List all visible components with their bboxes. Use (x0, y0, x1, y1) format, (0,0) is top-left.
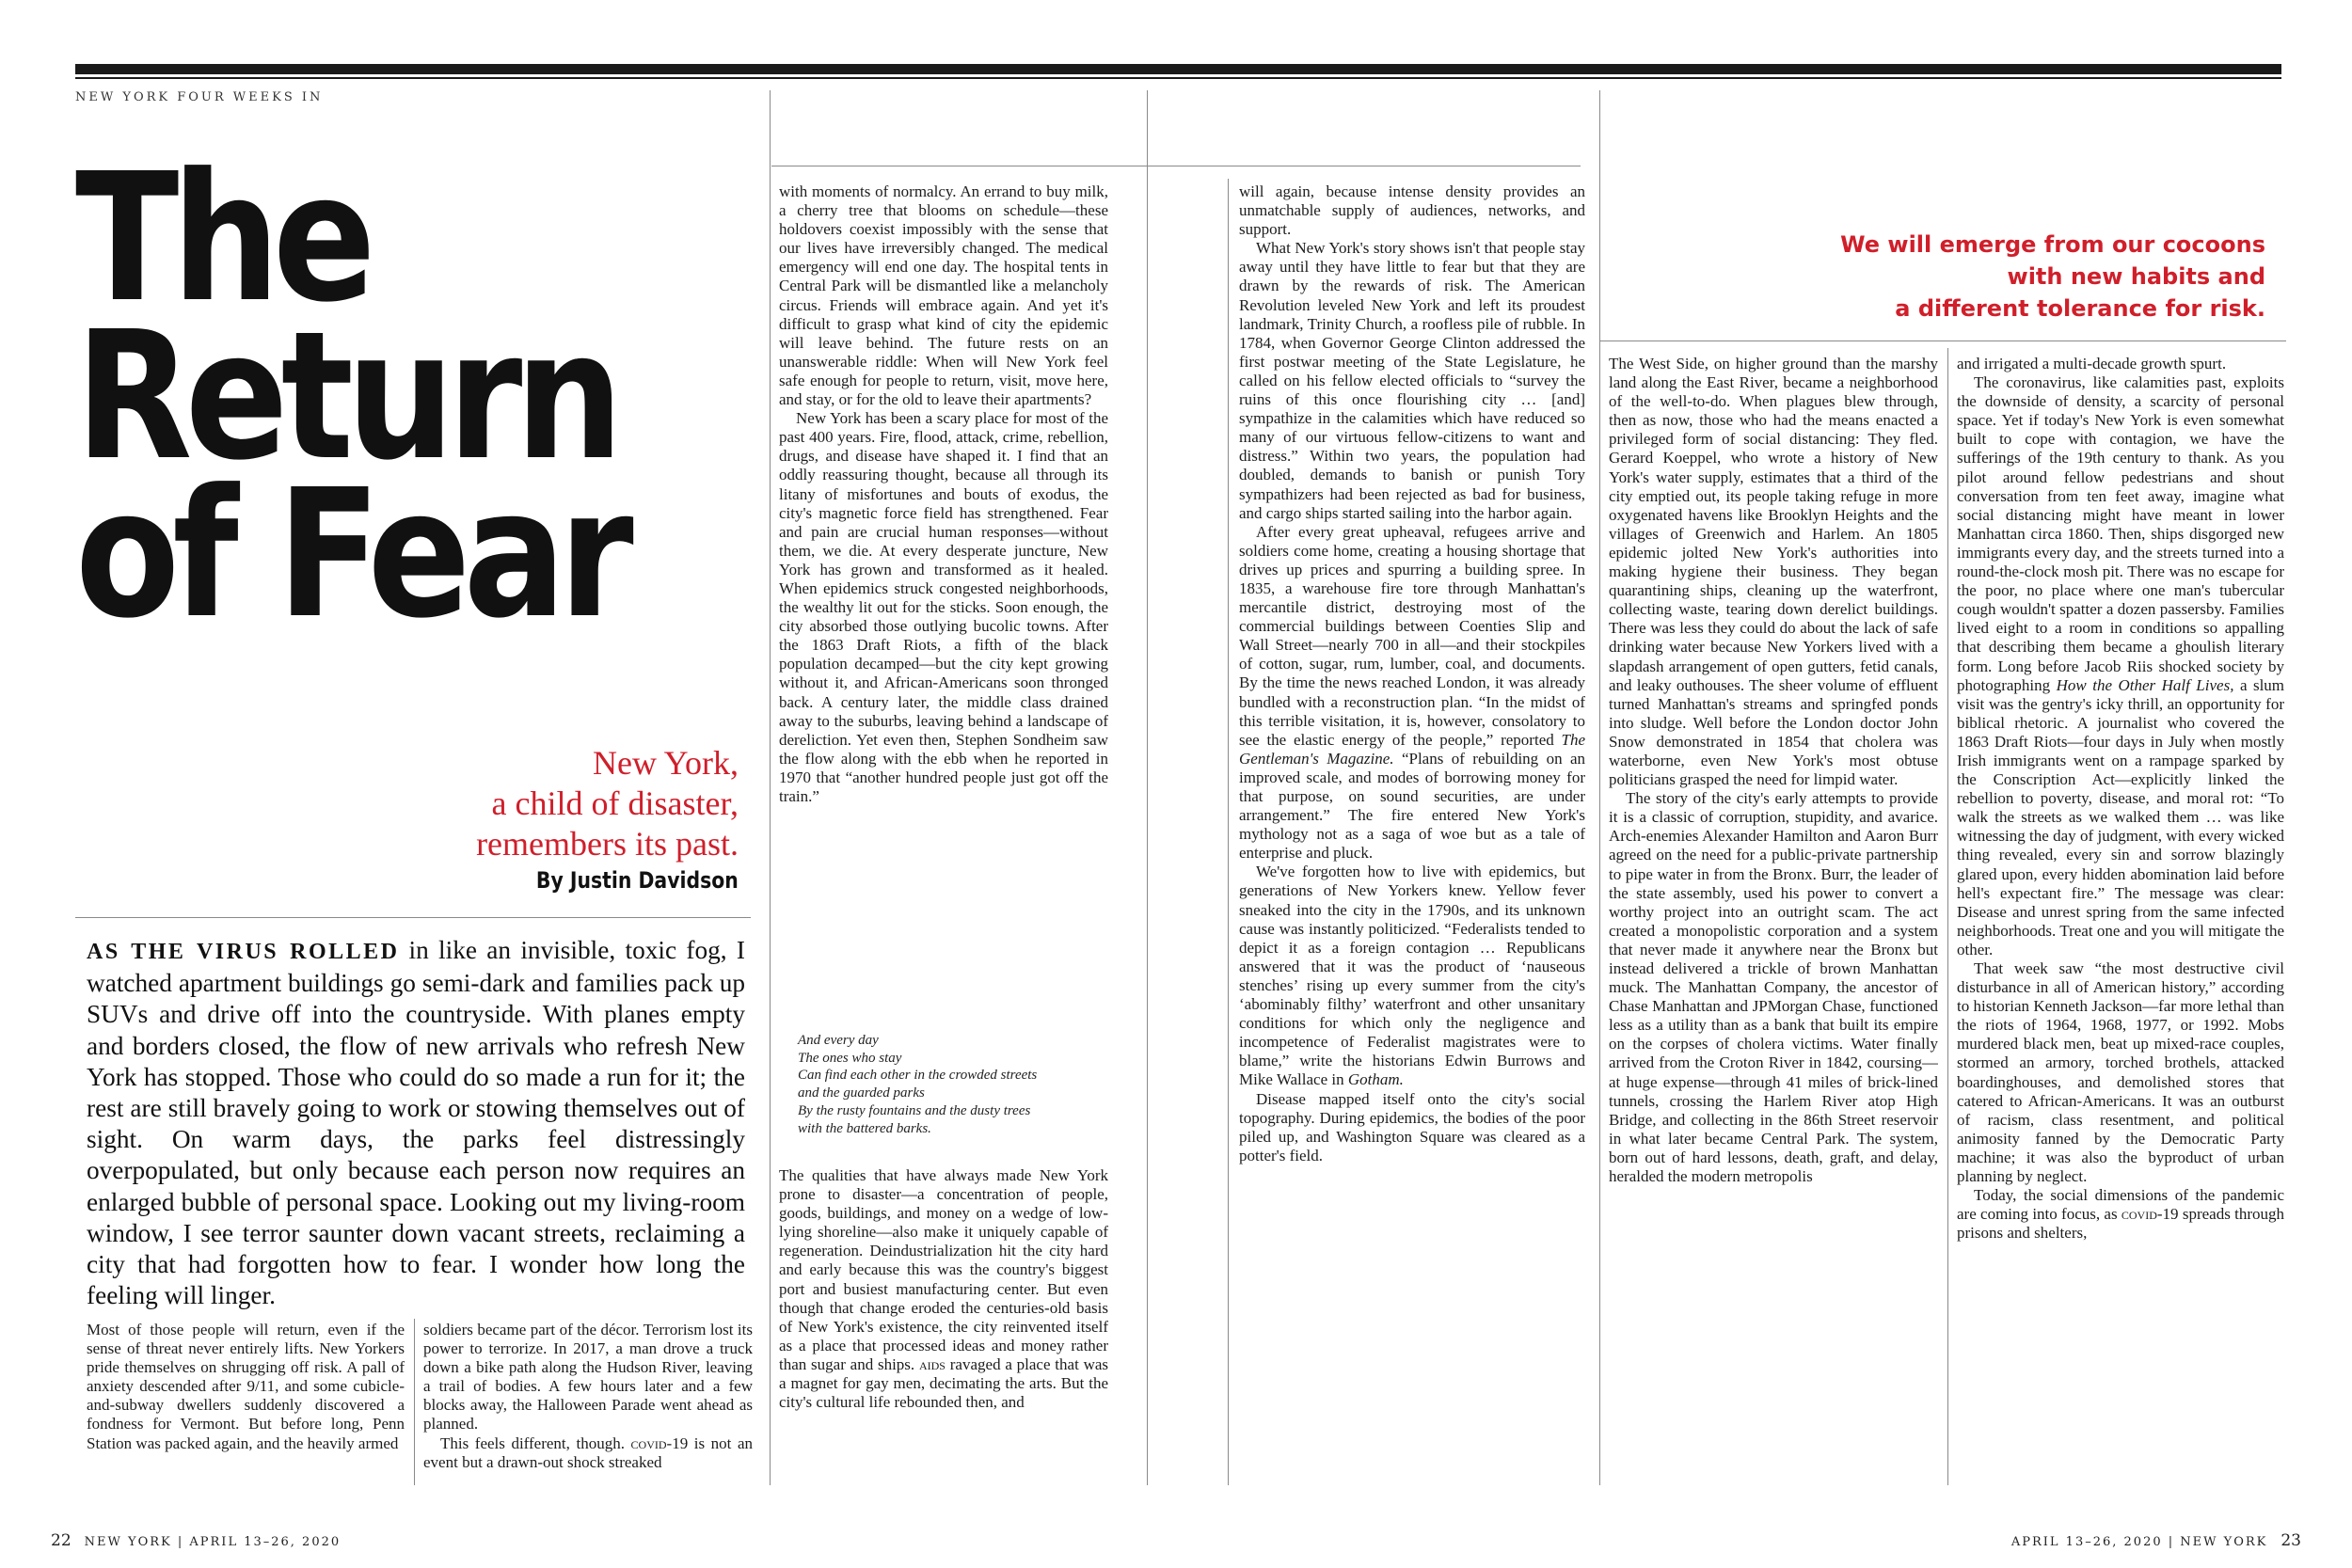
pull-quote-line: a different tolerance for risk. (1895, 295, 2265, 322)
paragraph: with moments of normalcy. An errand to buy milk, a cherry tree that blooms on schedule—these holdovers coexist impossibly with the sense that our lives have irreversibly changed. The medical emergency will end one day. The hospital tents in Central Park will be dismantled like a melancholy circus. Friends will embrace again. And yet it's difficult to grasp what kind of city the epidemic will leave behind. The future rests on an unanswerable riddle: When will New York feel safe enough for people to return, visit, move here, and stay, or for the old to leave their apartments? (779, 182, 1108, 409)
poem-excerpt (798, 1032, 1108, 1137)
page-number: 23 (2280, 1531, 2301, 1550)
folio-text: NEW YORK | APRIL 13–26, 2020 (84, 1535, 342, 1549)
text-run: This feels different, though. (440, 1433, 625, 1452)
paragraph: Disease mapped itself onto the city's social topography. During epidemics, the bodies of the poor piled up, and Washington Square was cleared as a potter's field. (1239, 1089, 1585, 1164)
pull-quote-line: We will emerge from our cocoons (1840, 231, 2265, 258)
paragraph (1957, 373, 2284, 959)
dek-line: New York, (592, 744, 739, 782)
body-column-4 (1239, 182, 1585, 1490)
text-run: The qualities that have always made New York prone to disaster—a concentration of people, goods, buildings, and money on a wedge of low-lying shoreline—also make it uniquely capable of regeneration. Deindustrialization hit the city hard and early because this was the country's biggest port and busiest manufacturing center. But even though that change eroded the centuries-old basis of New York's existence, the city reinvented itself as a place that processed ideas and money rather than sugar and ships. (779, 1166, 1108, 1373)
column-rule (1599, 90, 1600, 1485)
body-column-1 (87, 1321, 405, 1490)
italic-title: How the Other Half Lives, (2056, 675, 2234, 694)
headline-line: Return (75, 293, 616, 499)
column-rule (414, 1319, 415, 1485)
lead-paragraph (87, 935, 745, 1311)
small-caps-term: covid-19 (630, 1433, 689, 1452)
lead-top-rule (75, 917, 751, 918)
body-column-3-bottom (779, 1166, 1108, 1490)
pull-quote-line: with new habits and (2007, 263, 2265, 290)
paragraph (1957, 1186, 2284, 1243)
headline-line: of Fear (75, 451, 627, 657)
body-column-3-top (779, 182, 1108, 1012)
poem-line: And every day (798, 1033, 879, 1048)
page-number: 22 (51, 1531, 72, 1550)
paragraph: will again, because intense density provides an unmatchable supply of audiences, networks, and support. (1239, 182, 1585, 239)
dek (268, 743, 739, 864)
paragraph (1239, 863, 1585, 1089)
body-column-5 (1609, 355, 1938, 1490)
paragraph: Most of those people will return, even if the sense of threat never entirely lifts. New Yorkers pride themselves on shrugging off risk. A pall of anxiety descended after 9/11, and some cubicle-and-subway dwellers suddenly discovered a fondness for Vermont. But before long, Penn Station was packed again, and the heavily armed (87, 1321, 405, 1452)
paragraph (779, 1166, 1108, 1412)
dek-line: a child of disaster, (491, 784, 739, 822)
lead-drop-caps: AS THE VIRUS ROLLED (87, 940, 400, 964)
paragraph (1239, 523, 1585, 863)
text-run: The coronavirus, like calamities past, exploits the downside of density, a scarcity of personal space. Yet if today's New York is even somewhat built to cope with contagion, we have the sufferings of the 19th century to thank. As you pilot around fellow pedestrians and shout conversation from ten feet away, imagine what social distancing might have meant in lower Manhattan circa 1860. Then, ships disgorged new immigrants every day, and the streets turned into a round-the-clock mosh pit. There was no escape for the poor, no place where one man's tubercular cough wouldn't spatter a dozen passersby. Families lived eight to a room in conditions so appalling that describing them became a ghoulish literary form. Long before Jacob Riis shocked society by photographing (1957, 373, 2284, 694)
folio-left (38, 1531, 341, 1550)
column-rule (1947, 348, 1948, 1485)
paragraph: and irrigated a multi-decade growth spurt. (1957, 355, 2227, 372)
poem-line: and the guarded parks (798, 1085, 925, 1101)
text-run: We've forgotten how to live with epidemics, but generations of New Yorkers knew. Yellow fever sneaked into the city in the 1790s, and its unknown cause was instantly politicized. “Federalists tended to depict it as a foreign contagion … Republicans answered that it was the product of ‘nauseous stenches’ rising up every summer from the city's ‘abominably filthy’ waterfront and other unsanitary conditions for which only the negligence and incompetence of Federalist magistrates were to blame,” write the historians Edwin Burrows and Mike Wallace in (1239, 863, 1585, 1089)
column-rule (1228, 179, 1229, 1485)
text-run: spreads through prisons and shelters, (1957, 1205, 2284, 1243)
paragraph: The West Side, on higher ground than the marshy land along the East River, became a neighborhood of the well-to-do. When plagues blew through, then as now, those who had the means enacted a privileged form of social distancing: They fled. Gerard Koeppel, who wrote a history of New York's water supply, estimates that a third of the city emptied out, its people taking refuge in more oxygenated havens like Brooklyn Heights and the villages of Greenwich and Harlem. An 1805 epidemic jolted New York's authorities into making hygiene their business. They began quarantining ships, cleaning up the waterfront, collecting waste, tearing down derelict buildings. There was less they could do about the lack of safe drinking water because New Yorkers lived with a slapdash arrangement of open gutters, fetid canals, and leaky outhouses. The sheer volume of effluent turned Manhattan's streams and springfed ponds into sludge. Well before the London doctor John Snow demonstrated in 1854 that cholera was waterborne, even New York's most obtuse politicians grasped the need for limpid water. (1609, 355, 1938, 789)
poem-line: The ones who stay (798, 1050, 902, 1066)
text-run: a slum visit was the gentry's icky thrill, an opportunity for biblical rhetoric. A journalist who covered the 1863 Draft Riots—four days in July when mostly Irish immigrants went on a rampage sparked by the Conscription Act—explicitly linked the rebellion to poverty, disease, and moral rot: “To walk the streets as we walked them … was like witnessing the day of judgment, with every wicked thing revealed, every sin and sorrow blazingly glared upon, every hidden abomination laid before hell's expectant fire.” The message was clear: Disease and unrest spring from the same infected neighborhoods. Treat one and you will mitigate the other. (1957, 675, 2284, 958)
paragraph (423, 1434, 753, 1472)
poem-line: Can find each other in the crowded streets (798, 1068, 1038, 1084)
text-run: Today, the social dimensions of the pandemic are coming into focus, as (1957, 1186, 2284, 1224)
top-rule-bar (75, 64, 2281, 74)
small-caps-term: covid-19 (2121, 1205, 2179, 1224)
folio-text: APRIL 13–26, 2020 | NEW YORK (2010, 1535, 2268, 1549)
poem-line: with the battered barks. (798, 1120, 931, 1136)
text-run: ravaged a place that was a magnet for gay men, decimating the arts. But the city's cultural life rebounded then, and (779, 1354, 1108, 1412)
byline: By Justin Davidson (536, 867, 739, 894)
body-column-6 (1957, 355, 2284, 1490)
paragraph: soldiers became part of the décor. Terrorism lost its power to terrorize. In 2017, a man drove a truck down a bike path along the Hudson River, leaving a trail of bodies. A few hours later and a few blocks away, the Halloween Parade went ahead as planned. (423, 1321, 753, 1433)
italic-title: The Gentleman's Magazine. (1239, 730, 1585, 768)
paragraph: The story of the city's early attempts to provide it is a classic of corruption, stupidity, and avarice. Arch-enemies Alexander Hamilton and Aaron Burr agreed on the need for a public-private partnership to pipe water in from the Bronx. Burr, the leader of the state assembly, used his power to convert a worthy project into an outright scam. The act created a monopolistic corporation and a system that never made it anywhere near the Bronx but instead delivered a trickle of brown Manhattan muck. The Manhattan Company, the ancestor of Chase Manhattan and JPMorgan Chase, functioned less as a utility than as a bank that built its empire on the corpses of cholera victims. Water finally arrived from the Croton River in 1842, coursing—at huge expense—through 41 miles of brick-lined tunnels, crossing the Harlem River atop High Bridge, and collecting in the 86th Street reservoir in what later became Central Park. The system, born out of hard lessons, death, graft, and delay, heralded the modern metropolis (1609, 789, 1938, 1186)
dek-line: remembers its past. (476, 825, 739, 863)
paragraph: That week saw “the most destructive civil disturbance in all of American history,” according to historian Kenneth Jackson—far more lethal than the riots of 1964, 1968, 1977, or 1992. Mobs murdered black men, beat up mixed-race couples, stormed an armory, torched brothels, attacked boardinghouses, and demolished stores that catered to African-Americans. It was an outburst of racism, class resentment, and political animosity fanned by the Democratic Party machine; it was also the byproduct of urban planning by neglect. (1957, 959, 2284, 1186)
pull-quote (1776, 229, 2265, 325)
column-rule (770, 90, 771, 1485)
poem-line: By the rusty fountains and the dusty trees (798, 1102, 1031, 1118)
section-kicker: NEW YORK FOUR WEEKS IN (75, 90, 324, 104)
text-run: “Plans of rebuilding on an improved scale, and modes of borrowing money for that purpose, on sound securities, are under arrangement.” The fire entered New York's mythology not as a saga of woe but as a tale of enterprise and pluck. (1239, 749, 1585, 863)
body-column-2 (423, 1321, 753, 1490)
top-rule-line (75, 77, 2281, 79)
headline-line: The (75, 135, 369, 341)
text-run: After every great upheaval, refugees arrive and soldiers come home, creating a housing shortage that drives up prices and spurring a building spree. In 1835, a warehouse fire tore through Manhattan's mercantile district, destroying most of the commercial buildings between Coenties Slip and Wall Street—nearly 700 in all—and their stockpiles of cotton, sugar, rum, lumber, coal, and documents. By the time the news reached London, it was already bundled with a reconstruction plan. “In the midst of this terrible visitation, it is, however, consolatory to see the elastic energy of the people,” reported (1239, 522, 1585, 749)
italic-title: Gotham. (1347, 1070, 1404, 1089)
column-rule (1147, 90, 1148, 1485)
folio-right (2011, 1531, 2314, 1550)
text-run: is not an event but a drawn-out shock streaked (423, 1433, 753, 1471)
headline (75, 135, 658, 657)
paragraph: What New York's story shows isn't that people stay away until they have little to fear but that they are drawn by the rewards of risk. The American Revolution leveled New York and left its proudest landmark, Trinity Church, a roofless pile of rubble. In 1784, when Governor George Clinton addressed the first postwar meeting of the State Legislature, he called on his fellow elected officials to “survey the ruins of this once flourishing city … [and] sympathize in the calamities which have reduced so many of our virtuous fellow-citizens to want and distress.” Within two years, the population had doubled, demands to banish or punish Tory sympathizers had been rejected as bad for business, and cargo ships started sailing into the harbor again. (1239, 239, 1585, 522)
paragraph: New York has been a scary place for most of the past 400 years. Fire, flood, attack, crime, rebellion, drugs, and disease have shaped it. I find that an oddly reassuring thought, because all through its litany of misfortunes and bouts of exodus, the city's magnetic force field has strengthened. Fear and pain are crucial human responses—without them, we die. At every desperate juncture, New York has grown and transformed as it healed. When epidemics struck congested neighborhoods, the wealthy lit out for the sticks. Soon enough, the city absorbed those outlying bucolic towns. After the 1863 Draft Riots, a fifth of the black population decamped—but the city kept growing without it, and African-Americans soon thronged back. A century later, the middle class drained away to the suburbs, leaving behind a landscape of dereliction. Yet even then, Stephen Sondheim saw the flow along with the ebb when he reported in 1970 that “another hundred people just got off the train.” (779, 409, 1108, 805)
small-caps-term: aids (918, 1354, 946, 1373)
lead-text: in like an invisible, toxic fog, I watched apartment buildings go semi-dark and families pack up SUVs and drive off into the countryside. With planes empty and borders closed, the flow of new arrivals who refresh New York has stopped. Those who could do so made a run for it; the rest are still bravely going to work or stowing themselves out of sight. On warm days, the parks feel distressingly overpopulated, but only because each person now requires an enlarged bubble of personal space. Looking out my living-room window, I see terror saunter down vacant streets, reclaiming a city that had forgotten how to fear. I wonder how long the feeling will linger. (87, 936, 745, 1310)
